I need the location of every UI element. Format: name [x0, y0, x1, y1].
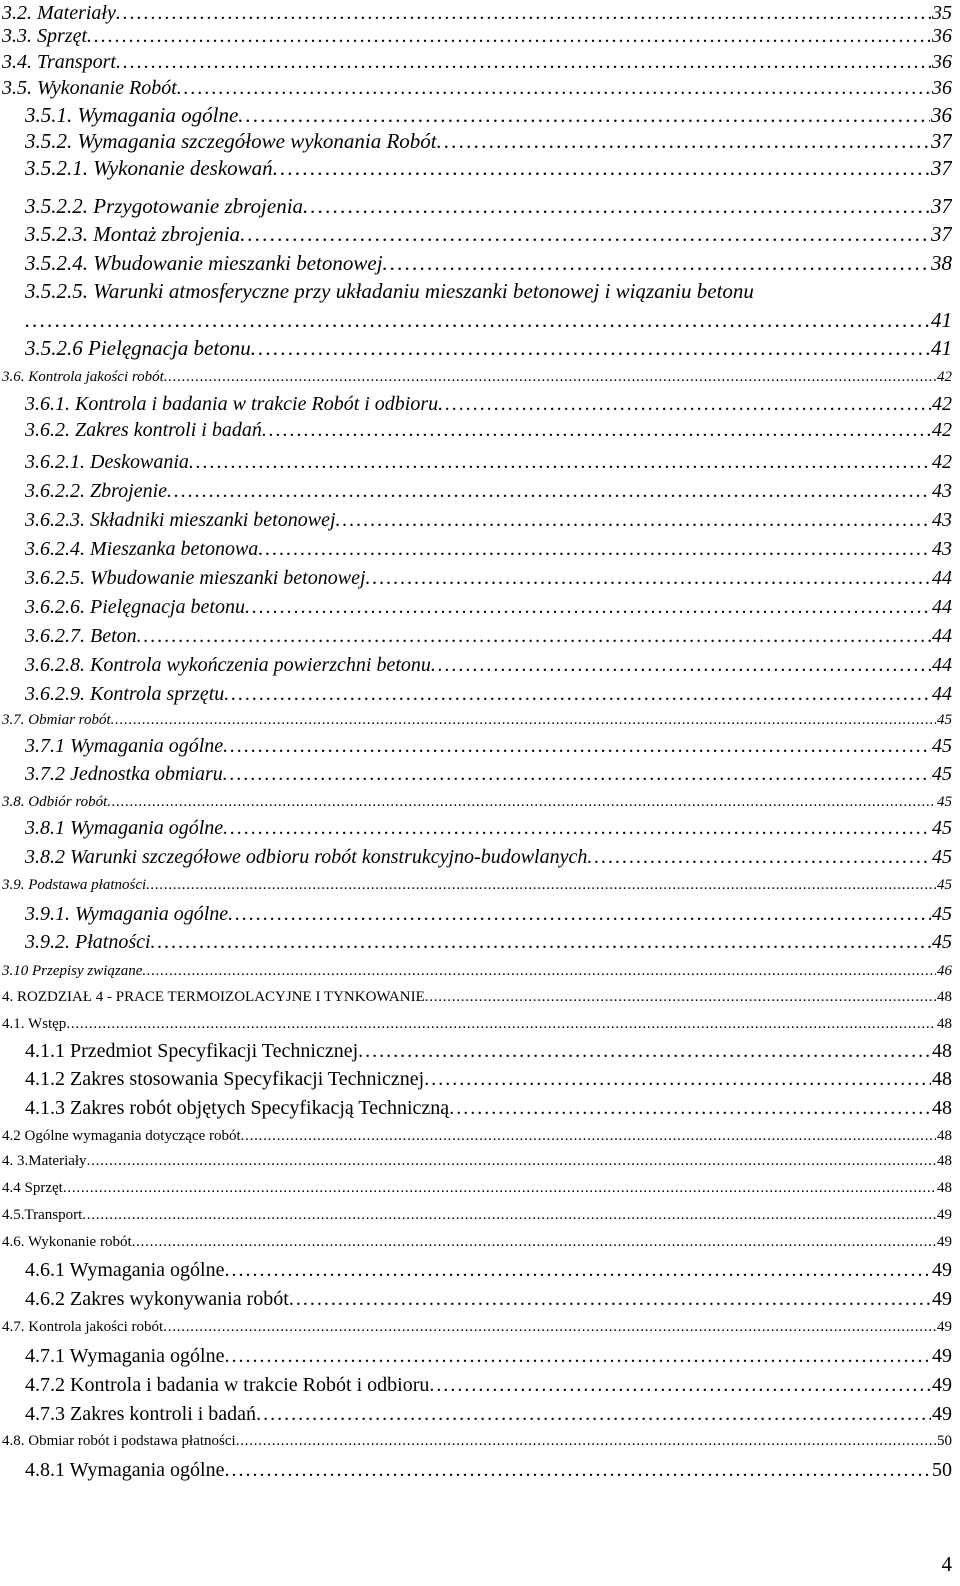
toc-page-number: 48: [932, 1040, 952, 1062]
toc-entry[interactable]: [2, 77, 952, 100]
toc-page-number: 48: [932, 1068, 952, 1090]
toc-leader-dots: [107, 794, 936, 811]
toc-entry-title: 3.5.2.1. Wykonanie deskowań: [25, 156, 273, 180]
toc-entry-title: 3.7. Obmiar robót: [2, 712, 111, 728]
toc-entry[interactable]: [2, 989, 952, 1006]
toc-leader-dots: [587, 846, 931, 869]
toc-entry[interactable]: [2, 369, 952, 386]
toc-page-number: 44: [932, 683, 952, 705]
toc-entry-title: 3.10 Przepisy związane: [2, 963, 143, 979]
toc-leader-dots: [251, 336, 930, 360]
toc-leader-dots: [223, 735, 931, 758]
toc-leader-dots: [163, 1319, 936, 1336]
toc-page-number: 48: [937, 1180, 952, 1196]
toc-page-number: 43: [932, 509, 952, 531]
toc-entry[interactable]: [2, 25, 952, 48]
toc-page-number: 49: [932, 1345, 952, 1367]
toc-entry-title: 3.6.1. Kontrola i badania w trakcie Robót i odbioru: [25, 393, 439, 415]
toc-leader-dots: [225, 1459, 932, 1482]
toc-entry[interactable]: [25, 817, 952, 840]
toc-page-number: 45: [937, 794, 952, 810]
toc-entry-title: 3.5.2.5. Warunki atmosferyczne przy układaniu mieszanki betonowej i wiązaniu betonu: [25, 279, 754, 303]
toc-page-number: 48: [937, 1128, 952, 1144]
toc-entry-title: 3.5.1. Wymagania ogólne: [25, 103, 239, 127]
toc-entry[interactable]: [2, 1016, 952, 1033]
toc-leader-dots: [438, 393, 931, 416]
toc-page-number: 49: [937, 1207, 952, 1223]
toc-entry[interactable]: [25, 538, 952, 561]
toc-entry[interactable]: [2, 1128, 952, 1145]
toc-entry[interactable]: [25, 654, 952, 677]
toc-page-number: 48: [937, 1153, 952, 1169]
toc-entry[interactable]: [25, 393, 952, 416]
toc-entry[interactable]: [2, 2, 952, 25]
toc-page-number: 49: [932, 1259, 952, 1281]
toc-entry[interactable]: [2, 1433, 952, 1450]
toc-page-number: 36: [932, 77, 952, 99]
toc-page-number: 49: [932, 1374, 952, 1396]
toc-page-number: 50: [932, 1459, 952, 1481]
toc-leader-dots: [25, 308, 930, 332]
toc-entry[interactable]: [25, 1345, 952, 1368]
toc-leader-dots: [142, 963, 936, 980]
toc-page-number: 42: [932, 419, 952, 441]
toc-page-number: 44: [932, 654, 952, 676]
toc-entry-title: 3.6.2.4. Mieszanka betonowa: [25, 538, 259, 560]
toc-page-number: 36: [932, 25, 952, 47]
toc-entry-title: 4.7.3 Zakres kontroli i badań: [25, 1403, 257, 1425]
toc-entry-title: 3.4. Transport: [2, 51, 116, 73]
toc-leader-dots: [336, 509, 931, 532]
toc-leader-dots: [189, 451, 931, 474]
toc-entry[interactable]: [25, 1374, 952, 1397]
toc-entry-title: 4. ROZDZIAŁ 4 - PRACE TERMOIZOLACYJNE I TYNKOWANIE: [2, 989, 425, 1005]
toc-page-number: 45: [937, 712, 952, 728]
toc-entry[interactable]: [25, 129, 952, 153]
toc-page-number: 48: [937, 1016, 952, 1032]
toc-entry-title: 3.8.1 Wymagania ogólne: [25, 817, 224, 839]
toc-entry-title: 3.6.2. Zakres kontroli i badań: [25, 419, 262, 441]
toc-entry-title: 4.6. Wykonanie robót: [2, 1234, 132, 1250]
toc-page-number: 37: [931, 156, 952, 180]
toc-page-number: 49: [937, 1234, 952, 1250]
toc-entry-title: 3.6.2.1. Deskowania: [25, 451, 189, 473]
toc-leader-dots: [383, 251, 930, 275]
toc-entry[interactable]: [25, 596, 952, 619]
toc-entry[interactable]: [2, 51, 952, 74]
toc-leader-dots: [262, 419, 931, 442]
toc-entry-title: 3.9.1. Wymagania ogólne: [25, 903, 229, 925]
toc-page-number: 49: [937, 1319, 952, 1335]
toc-leader-dots: [273, 156, 930, 180]
toc-page-number: 36: [932, 51, 952, 73]
toc-entry[interactable]: [2, 794, 952, 811]
toc-leader-dots: [228, 903, 931, 926]
toc-page-number: 37: [931, 129, 952, 153]
toc-entry-title: 3.6. Kontrola jakości robót: [2, 369, 164, 385]
toc-page-number: 48: [932, 1097, 952, 1119]
toc-entry-title: 3.5.2.6 Pielęgnacja betonu: [25, 336, 251, 360]
toc-leader-dots: [241, 1128, 936, 1145]
toc-entry[interactable]: [25, 251, 952, 275]
toc-page-number: 45: [932, 846, 952, 868]
toc-leader-dots: [303, 194, 930, 218]
toc-entry[interactable]: [2, 963, 952, 980]
toc-entry-title: 3.5.2. Wymagania szczegółowe wykonania Robót: [25, 129, 437, 153]
toc-page-number: 45: [932, 735, 952, 757]
toc-entry-title: 4.1.2 Zakres stosowania Specyfikacji Technicznej: [25, 1068, 425, 1090]
toc-entry-title: 3.6.2.9. Kontrola sprzętu: [25, 683, 225, 705]
toc-entry-title: 3.6.2.5. Wbudowanie mieszanki betonowej: [25, 567, 366, 589]
toc-page-number: 37: [931, 222, 952, 246]
toc-leader-dots: [177, 77, 931, 100]
toc-entry-title: 3.6.2.6. Pielęgnacja betonu: [25, 596, 245, 618]
toc-leader-dots: [116, 2, 931, 25]
toc-entry[interactable]: [25, 1097, 952, 1120]
toc-leader-dots: [258, 538, 931, 561]
toc-page-number: 43: [932, 538, 952, 560]
toc-page-number: 48: [937, 989, 952, 1005]
toc-entry[interactable]: [25, 931, 952, 954]
toc-leader-dots: [151, 931, 931, 954]
toc-entry[interactable]: [2, 877, 952, 894]
toc-entry[interactable]: [2, 1207, 952, 1224]
toc-page-number: 37: [931, 194, 952, 218]
toc-entry-title: 4.5.Transport: [2, 1207, 83, 1223]
toc-entry[interactable]: [25, 156, 952, 180]
toc-entry[interactable]: [25, 1403, 952, 1426]
toc-leader-dots: [87, 1153, 936, 1170]
toc-leader-dots: [289, 1288, 931, 1311]
toc-entry-title: 4.7. Kontrola jakości robót: [2, 1319, 164, 1335]
toc-entry[interactable]: [25, 567, 952, 590]
toc-page-number: 45: [932, 817, 952, 839]
toc-page-number: 45: [932, 931, 952, 953]
toc-leader-dots: [358, 1040, 931, 1063]
toc-leader-dots: [431, 654, 931, 677]
page-number: 4: [941, 1552, 952, 1576]
toc-page-number: 44: [932, 567, 952, 589]
toc-entry-title: 4.1. Wstęp: [2, 1016, 67, 1032]
toc-entry-title: 4.7.1 Wymagania ogólne: [25, 1345, 225, 1367]
toc-leader-dots: [116, 51, 931, 74]
toc-entry-title: 4.8.1 Wymagania ogólne: [25, 1459, 225, 1481]
toc-entry-title: 3.5. Wykonanie Robót: [2, 77, 177, 99]
toc-page-number: 46: [937, 963, 952, 979]
toc-entry[interactable]: [25, 194, 952, 218]
toc-leader-dots: [111, 712, 936, 729]
toc-leader-dots: [424, 1068, 931, 1091]
toc-entry[interactable]: [25, 103, 952, 127]
toc-page-number: 49: [932, 1288, 952, 1310]
toc-entry[interactable]: [25, 451, 952, 474]
toc-entry-title: 4.1.3 Zakres robót objętych Specyfikacją Techniczną: [25, 1097, 450, 1119]
toc-leader-dots: [224, 683, 931, 706]
toc-leader-dots: [63, 1180, 936, 1197]
toc-page-number: 36: [931, 103, 952, 127]
toc-leader-dots: [223, 817, 931, 840]
toc-entry[interactable]: [2, 712, 952, 729]
toc-entry-title: 4.1.1 Przedmiot Specyfikacji Technicznej: [25, 1040, 359, 1062]
toc-entry[interactable]: [25, 509, 952, 532]
toc-entry[interactable]: [25, 336, 952, 360]
toc-leader-dots: [225, 1345, 932, 1368]
toc-leader-dots: [66, 1016, 936, 1033]
toc-leader-dots: [87, 25, 931, 48]
toc-entry[interactable]: [25, 903, 952, 926]
toc-entry[interactable]: [2, 1319, 952, 1336]
toc-leader-dots: [429, 1374, 931, 1397]
toc-leader-dots: [132, 1234, 936, 1251]
toc-entry-title: 4. 3.Materiały: [2, 1153, 87, 1169]
toc-entry-title: 3.7.1 Wymagania ogólne: [25, 735, 224, 757]
toc-entry-title: 3.2. Materiały: [2, 2, 116, 24]
toc-page-number: 35: [932, 2, 952, 24]
toc-leader-dots: [167, 480, 931, 503]
toc-entry-title: 3.5.2.4. Wbudowanie mieszanki betonowej: [25, 251, 383, 275]
toc-leader-dots: [225, 1259, 932, 1282]
toc-entry[interactable]: [25, 1288, 952, 1311]
toc-page-number: 43: [932, 480, 952, 502]
toc-page-number: 45: [937, 877, 952, 893]
toc-page-number: 44: [932, 596, 952, 618]
toc-entry-continuation: [25, 308, 952, 332]
toc-leader-dots: [425, 989, 936, 1006]
toc-page-number: 49: [932, 1403, 952, 1425]
toc-entry-title: 4.6.2 Zakres wykonywania robót: [25, 1288, 289, 1310]
toc-entry[interactable]: [2, 1180, 952, 1197]
toc-entry[interactable]: [25, 846, 952, 869]
toc-page-number: 50: [937, 1433, 952, 1449]
toc-page-number: 42: [937, 369, 952, 385]
toc-entry-title: 3.3. Sprzęt: [2, 25, 87, 47]
toc-entry[interactable]: [25, 1040, 952, 1063]
toc-entry-title: 4.4 Sprzęt: [2, 1180, 63, 1196]
toc-entry[interactable]: [25, 480, 952, 503]
toc-entry[interactable]: [25, 419, 952, 442]
toc-entry-title: 3.7.2 Jednostka obmiaru: [25, 763, 223, 785]
toc-entry-title: 3.6.2.2. Zbrojenie: [25, 480, 168, 502]
toc-leader-dots: [164, 369, 936, 386]
toc-entry[interactable]: [25, 1068, 952, 1091]
toc-leader-dots: [137, 625, 931, 648]
toc-entry[interactable]: [25, 763, 952, 786]
toc-entry-title: 4.6.1 Wymagania ogólne: [25, 1259, 225, 1281]
toc-leader-dots: [449, 1097, 931, 1120]
toc-page-number: 45: [932, 763, 952, 785]
toc-entry[interactable]: [25, 222, 952, 246]
toc-entry-title: 3.8. Odbiór robót: [2, 794, 108, 810]
toc-leader-dots: [146, 877, 936, 894]
toc-page-number: 41: [931, 308, 952, 332]
toc-leader-dots: [256, 1403, 931, 1426]
toc-entry-title: 3.5.2.2. Przygotowanie zbrojenia: [25, 194, 304, 218]
toc-entry[interactable]: [25, 683, 952, 706]
toc-entry-title: 3.6.2.3. Składniki mieszanki betonowej: [25, 509, 336, 531]
toc-page-number: 41: [931, 336, 952, 360]
toc-entry-title: 3.6.2.7. Beton: [25, 625, 137, 647]
toc-page-number: 42: [932, 393, 952, 415]
toc-entry-title: 3.8.2 Warunki szczegółowe odbioru robót konstrukcyjno-budowlanych: [25, 846, 588, 868]
toc-page-number: 42: [932, 451, 952, 473]
toc-entry[interactable]: [2, 1153, 952, 1170]
toc-entry-title: 3.5.2.3. Montaż zbrojenia: [25, 222, 241, 246]
toc-entry-title: 4.7.2 Kontrola i badania w trakcie Robót i odbioru: [25, 1374, 430, 1396]
toc-entry[interactable]: [25, 625, 952, 648]
toc-entry-title: 3.9. Podstawa płatności: [2, 877, 147, 893]
toc-entry-title: 4.2 Ogólne wymagania dotyczące robót: [2, 1128, 241, 1144]
toc-leader-dots: [240, 222, 930, 246]
toc-entry-title: 4.8. Obmiar robót i podstawa płatności: [2, 1433, 236, 1449]
toc-leader-dots: [223, 763, 931, 786]
toc-leader-dots: [82, 1207, 936, 1224]
toc-page-number: 45: [932, 903, 952, 925]
toc-entry-title: 3.9.2. Płatności: [25, 931, 151, 953]
toc-page-number: 38: [931, 251, 952, 275]
toc-leader-dots: [437, 129, 930, 153]
toc-entry[interactable]: [25, 1259, 952, 1282]
toc-page-number: 44: [932, 625, 952, 647]
toc-entry[interactable]: [2, 1234, 952, 1251]
toc-entry[interactable]: [25, 1459, 952, 1482]
toc-leader-dots: [366, 567, 931, 590]
toc-entry[interactable]: [25, 735, 952, 758]
toc-leader-dots: [245, 596, 931, 619]
toc-leader-dots: [238, 103, 930, 127]
toc-entry-title: 3.6.2.8. Kontrola wykończenia powierzchni betonu: [25, 654, 431, 676]
toc-leader-dots: [236, 1433, 936, 1450]
